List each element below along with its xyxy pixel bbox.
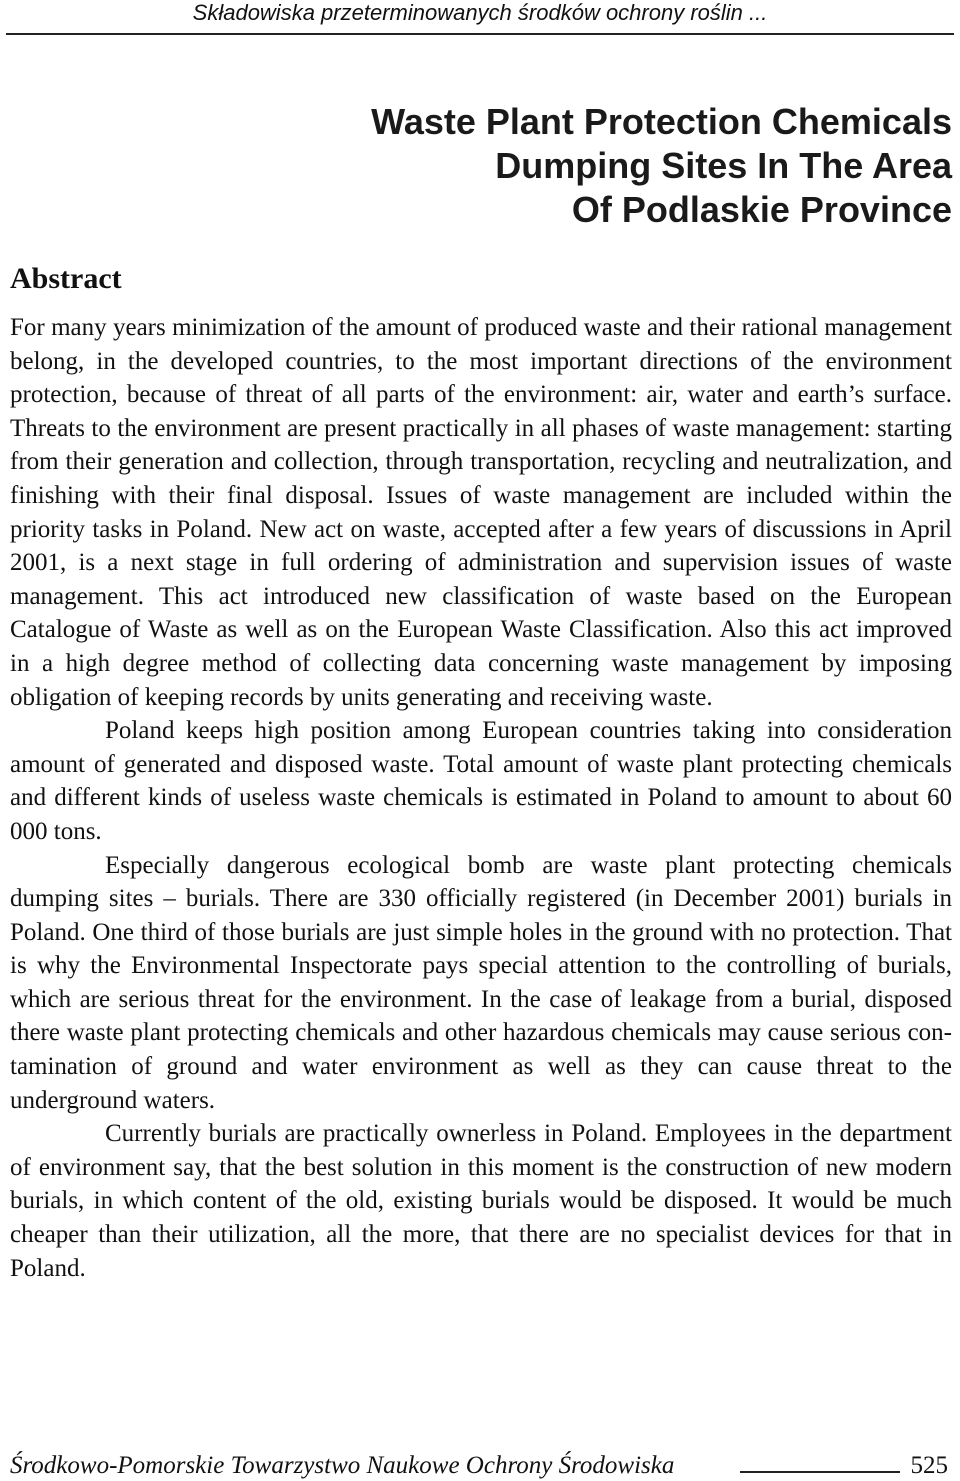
title-line: Of Podlaskie Province xyxy=(571,189,952,230)
footer-rule xyxy=(740,1471,900,1473)
article-title xyxy=(152,100,952,232)
title-line: Dumping Sites In The Area xyxy=(495,145,952,186)
header-rule xyxy=(6,33,954,35)
title-line: Waste Plant Protection Chemicals xyxy=(371,101,952,142)
abstract-body xyxy=(10,311,952,1285)
paragraph: For many years minimization of the amount of produced waste and their rational management belong, in the developed countries, to the most important directions of the environment protection, because of threat of all parts of the environment: air, water and earth’s surface. Threats to the environment are present practically in all phases of waste management: starting from their generation and collection, through transportation, recycling and neutralization, and finishing with their final disposal. Issues of waste management are included within the priority tasks in Poland. New act on waste, accepted after a few years of discussions in April 2001, is a next stage in full ordering of administration and supervision issues of waste management. This act introduced new classification of waste based on the European Catalogue of Waste as well as on the European Waste Classification. Also this act improved in a high degree method of collecting data concerning waste management by imposing obligation of keeping records by units generating and receiving waste. xyxy=(10,314,952,711)
page-number: 525 xyxy=(910,1452,948,1479)
paragraph: Currently burials are practically ownerless in Poland. Employees in the department of environment say, that the best solution in this moment is the construction of new modern burials, in which content of the old, existing burials would be disposed. It would be much cheaper than their utilization, all the more, that there are no specialist devices for that in Poland. xyxy=(10,1120,952,1282)
paragraph: Poland keeps high position among European countries taking into consideration amount of generated and disposed waste. Total amount of waste plant protecting chemicals and different kinds of useless waste chemicals is estimated in Poland to amount to about 60 000 tons. xyxy=(10,717,952,845)
footer-journal: Środkowo-Pomorskie Towarzystwo Naukowe Ochrony Środowiska xyxy=(10,1452,675,1479)
paragraph: Especially dangerous ecological bomb are waste plant protecting chemicals dumping sites – burials. There are 330 officially registered (in December 2001) burials in Poland. One third of those burials are just simple holes in the ground with no protection. That is why the Environmental Inspectorate pays special attention to the controlling of burials, which are serious threat for the environment. In the case of leakage from a burial, disposed there waste plant protecting chemicals and other hazardous chemicals may cause serious contamination of ground and water environment as well as they can cause threat to the underground waters. xyxy=(10,851,952,1114)
running-header: Składowiska przeterminowanych środków ochrony roślin ... xyxy=(192,0,768,25)
abstract-heading: Abstract xyxy=(10,262,122,295)
page-footer xyxy=(10,1451,952,1481)
